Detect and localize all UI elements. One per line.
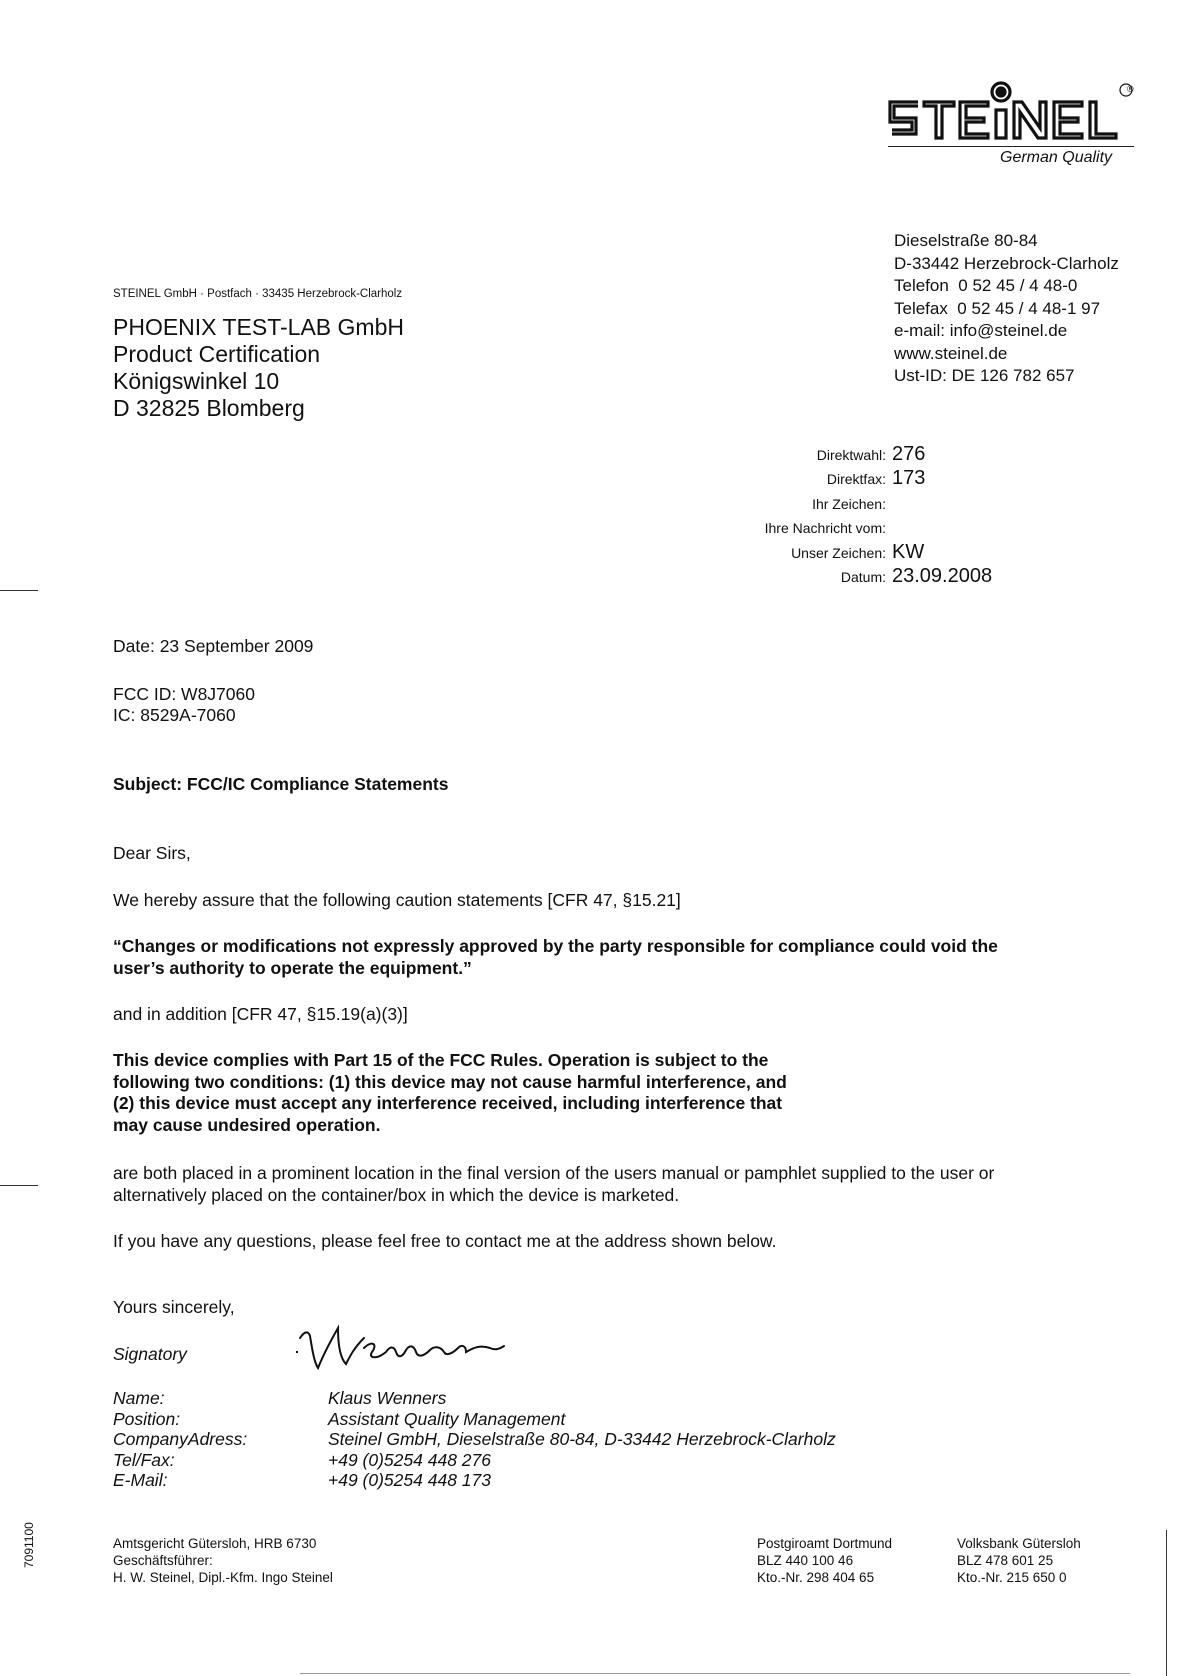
side-document-code: 7091100 bbox=[22, 1522, 36, 1568]
footer-line: Postgiroamt Dortmund bbox=[757, 1536, 893, 1551]
recipient-address bbox=[113, 314, 404, 422]
name-label: Name: bbox=[113, 1388, 165, 1408]
reference-label: Datum: bbox=[840, 569, 886, 585]
sender-email: e-mail: info@steinel.de bbox=[894, 321, 1068, 340]
part15-line: (2) this device must accept any interference received, including interference that bbox=[113, 1093, 783, 1113]
steinel-logo bbox=[888, 78, 1134, 156]
caution-line: “Changes or modifications not expressly approved by the party responsible for compliance could void the bbox=[113, 936, 998, 956]
footer-line: BLZ 478 601 25 bbox=[957, 1553, 1054, 1568]
logo-tagline: German Quality bbox=[1000, 149, 1113, 166]
reference-row bbox=[680, 515, 1020, 540]
paragraph-addition: and in addition [CFR 47, §15.19(a)(3)] bbox=[113, 1004, 408, 1024]
reference-label: Ihre Nachricht vom: bbox=[764, 520, 886, 536]
reference-label: Direktfax: bbox=[826, 471, 886, 487]
reference-row bbox=[680, 564, 1020, 589]
reference-label: Unser Zeichen: bbox=[791, 544, 886, 561]
paragraph-contact: If you have any questions, please feel free to contact me at the address shown below. bbox=[113, 1231, 777, 1251]
position-value: Assistant Quality Management bbox=[328, 1408, 566, 1429]
sender-city: D-33442 Herzebrock-Clarholz bbox=[894, 253, 1119, 273]
recipient-street: Königswinkel 10 bbox=[113, 368, 280, 394]
part15-line: This device complies with Part 15 of the FCC Rules. Operation is subject to the bbox=[113, 1050, 769, 1070]
footer-line: BLZ 440 100 46 bbox=[757, 1553, 854, 1568]
return-address: STEINEL GmbH · Postfach · 33435 Herzebrock-Clarholz bbox=[113, 288, 403, 300]
placement-line: alternatively placed on the container/box in which the device is marketed. bbox=[113, 1184, 680, 1205]
footer-bank-volksbank bbox=[957, 1535, 1081, 1586]
recipient-company: PHOENIX TEST-LAB GmbH bbox=[113, 314, 404, 340]
part15-statement bbox=[113, 1050, 787, 1136]
reference-value: 23.09.2008 bbox=[892, 565, 993, 587]
signatory-value-column bbox=[328, 1388, 836, 1491]
tel-fax-label: Tel/Fax: bbox=[113, 1449, 175, 1470]
reference-row bbox=[680, 441, 1020, 466]
salutation: Dear Sirs, bbox=[113, 843, 191, 863]
part15-line: may cause undesired operation. bbox=[113, 1114, 381, 1135]
signatory-label: Signatory bbox=[113, 1344, 187, 1364]
footer-line: Amtsgericht Gütersloh, HRB 6730 bbox=[113, 1536, 317, 1551]
sender-address bbox=[894, 230, 1119, 388]
email-label: E-Mail: bbox=[113, 1470, 168, 1490]
footer-line: Kto.-Nr. 298 404 65 bbox=[757, 1570, 875, 1585]
fold-mark bbox=[0, 1185, 38, 1186]
reference-row bbox=[680, 466, 1020, 491]
sender-fax: Telefax 0 52 45 / 4 48-1 97 bbox=[894, 298, 1101, 318]
reference-row bbox=[680, 539, 1020, 564]
letter-date: Date: 23 September 2009 bbox=[113, 636, 314, 656]
paragraph-intro: We hereby assure that the following caution statements [CFR 47, §15.21] bbox=[113, 890, 681, 910]
footer-company-register bbox=[113, 1535, 333, 1586]
company-address-value: Steinel GmbH, Dieselstraße 80-84, D-33442 Herzebrock-Clarholz bbox=[328, 1429, 836, 1449]
recipient-department: Product Certification bbox=[113, 341, 321, 367]
ic-number: IC: 8529A-7060 bbox=[113, 705, 236, 725]
reference-value: 276 bbox=[892, 442, 926, 465]
registered-symbol: ® bbox=[1127, 84, 1134, 94]
scan-edge bbox=[300, 1673, 1130, 1674]
footer-bank-postgiro bbox=[757, 1535, 892, 1586]
reference-value: KW bbox=[892, 540, 925, 563]
paragraph-placement bbox=[113, 1163, 994, 1206]
caution-line: user’s authority to operate the equipment.” bbox=[113, 957, 472, 978]
caution-statement bbox=[113, 936, 998, 979]
reference-table bbox=[680, 441, 1020, 588]
letter-subject: Subject: FCC/IC Compliance Statements bbox=[113, 774, 449, 794]
position-label: Position: bbox=[113, 1408, 181, 1429]
reference-row bbox=[680, 490, 1020, 515]
footer-line: Kto.-Nr. 215 650 0 bbox=[957, 1570, 1067, 1585]
sender-phone: Telefon 0 52 45 / 4 48-0 bbox=[894, 276, 1078, 295]
company-address-label: CompanyAdress: bbox=[113, 1429, 248, 1449]
footer-line: H. W. Steinel, Dipl.-Kfm. Ingo Steinel bbox=[113, 1570, 333, 1585]
reference-label: Ihr Zeichen: bbox=[812, 495, 886, 512]
email-value: +49 (0)5254 448 173 bbox=[328, 1470, 491, 1490]
tel-fax-value: +49 (0)5254 448 276 bbox=[328, 1449, 491, 1470]
name-value: Klaus Wenners bbox=[328, 1388, 447, 1408]
signatory-details bbox=[113, 1388, 836, 1491]
sender-street: Dieselstraße 80-84 bbox=[894, 231, 1038, 250]
footer-line: Geschäftsführer: bbox=[113, 1553, 213, 1568]
sender-website: www.steinel.de bbox=[894, 343, 1008, 363]
logo-divider bbox=[888, 146, 1134, 147]
closing: Yours sincerely, bbox=[113, 1297, 235, 1317]
handwritten-signature bbox=[294, 1318, 534, 1385]
footer-line: Volksbank Gütersloh bbox=[957, 1536, 1081, 1551]
recipient-city: D 32825 Blomberg bbox=[113, 395, 305, 421]
fcc-id: FCC ID: W8J7060 bbox=[113, 684, 255, 704]
signatory-label-column bbox=[113, 1388, 328, 1491]
scan-edge bbox=[1166, 1530, 1167, 1676]
fold-mark bbox=[0, 590, 38, 591]
part15-line: following two conditions: (1) this device may not cause harmful interference, and bbox=[113, 1071, 787, 1092]
sender-vat-id: Ust-ID: DE 126 782 657 bbox=[894, 366, 1075, 385]
reference-label: Direktwahl: bbox=[816, 446, 886, 463]
steinel-logo-graphic bbox=[888, 78, 1134, 148]
placement-line: are both placed in a prominent location in the final version of the users manual or pamphlet supplied to the user or bbox=[113, 1163, 995, 1183]
signature-graphic bbox=[294, 1318, 534, 1380]
reference-value: 173 bbox=[892, 467, 926, 489]
